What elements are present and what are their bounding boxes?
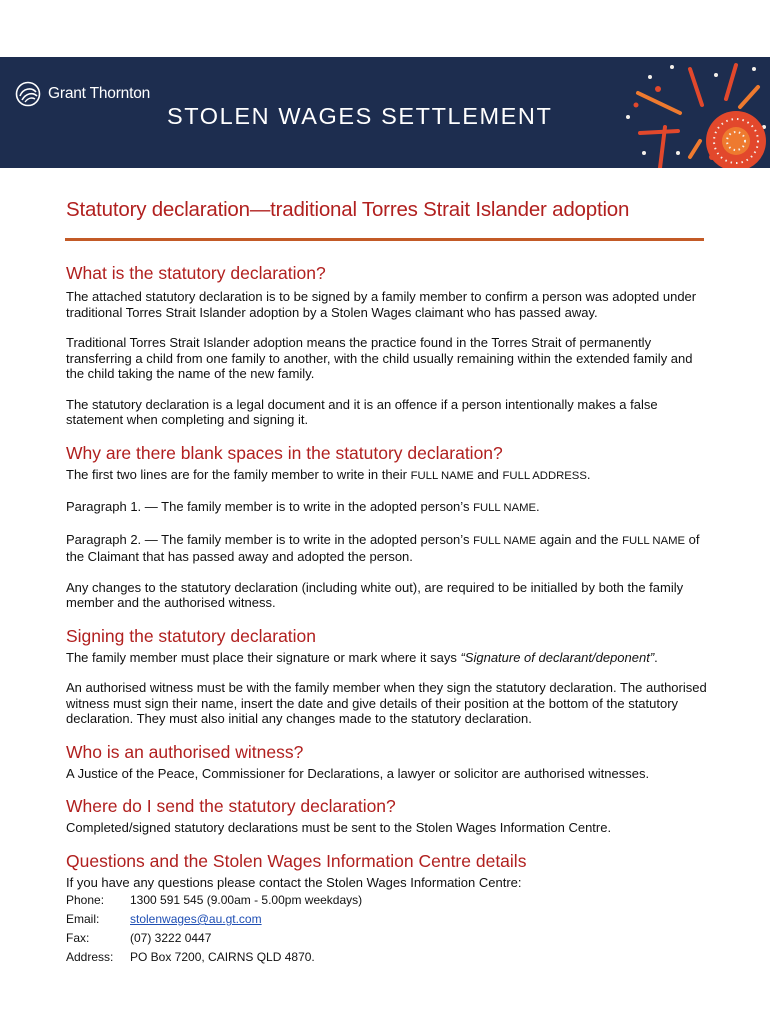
- banner-title: STOLEN WAGES SETTLEMENT: [167, 103, 553, 129]
- phone-label: Phone:: [66, 893, 105, 907]
- address-label: Address:: [66, 950, 114, 964]
- paragraph: The family member must place their signature or mark where it says “Signature of declarant/deponent”.: [66, 649, 658, 665]
- email-label: Email:: [66, 912, 100, 926]
- section-heading: Where do I send the statutory declaration?: [66, 796, 396, 816]
- address-value: PO Box 7200, CAIRNS QLD 4870.: [130, 950, 315, 964]
- grant-thornton-swirl-icon: [14, 81, 42, 107]
- logo-text: Grant Thornton: [48, 85, 151, 102]
- title-divider: [65, 238, 704, 241]
- section-what-is-declaration: [66, 262, 711, 428]
- paragraph: An authorised witness must be with the family member when they sign the statutory declaration. The authorised witness must sign their name, insert the date and give details of their position at the bottom of the statutory declaration. They must also initial any changes made to the statutory declaration.: [66, 680, 707, 726]
- section-authorised-witness: [66, 741, 711, 782]
- section-blank-spaces: [66, 442, 711, 611]
- paragraph: Completed/signed statutory declarations must be sent to the Stolen Wages Information Centre.: [66, 820, 612, 835]
- section-signing: [66, 625, 711, 727]
- section-questions-contact: [66, 850, 711, 968]
- phone-value: 1300 591 545 (9.00am - 5.00pm weekdays): [130, 893, 363, 907]
- paragraph: Any changes to the statutory declaration (including white out), are required to be initialled by both the family member and the authorised witness.: [66, 579, 684, 610]
- paragraph: Paragraph 2. — The family member is to write in the adopted person’s FULL NAME again and the FULL NAME of the Claimant that has passed away and adopted the person.: [66, 531, 700, 564]
- paragraph: The attached statutory declaration is to be signed by a family member to confirm a person was adopted under traditional Torres Strait Islander adoption by a Stolen Wages claimant who has passed away.: [66, 289, 697, 320]
- email-link[interactable]: stolenwages@au.gt.com: [130, 912, 262, 926]
- document-body: [66, 262, 711, 967]
- section-where-to-send: [66, 795, 711, 836]
- section-heading: What is the statutory declaration?: [66, 263, 326, 283]
- paragraph: Paragraph 1. — The family member is to write in the adopted person’s FULL NAME.: [66, 499, 540, 514]
- contact-row-email: [66, 910, 711, 929]
- section-heading: Why are there blank spaces in the statutory declaration?: [66, 442, 503, 463]
- contact-details: [66, 891, 711, 967]
- header-banner: [0, 57, 770, 168]
- paragraph: The statutory declaration is a legal document and it is an offence if a person intentionally makes a false statement when completing and signing it.: [66, 396, 658, 427]
- document-title: Statutory declaration—traditional Torres Strait Islander adoption: [66, 198, 630, 221]
- section-heading: Questions and the Stolen Wages Information Centre details: [66, 850, 527, 871]
- paragraph: Traditional Torres Strait Islander adoption means the practice found in the Torres Strait of permanently transferring a child from one family to another, with the child usually remaining within the extended family and the child taking the name of the new family.: [66, 335, 693, 381]
- grant-thornton-logo: [14, 81, 150, 107]
- fax-value: (07) 3222 0447: [130, 931, 212, 945]
- paragraph: If you have any questions please contact the Stolen Wages Information Centre:: [66, 874, 522, 890]
- section-heading: Who is an authorised witness?: [66, 741, 304, 762]
- fax-label: Fax:: [66, 931, 90, 945]
- contact-row-phone: [66, 891, 711, 910]
- indigenous-dot-art-graphic: [540, 57, 770, 168]
- section-heading: Signing the statutory declaration: [66, 625, 317, 646]
- contact-row-address: [66, 948, 711, 967]
- contact-row-fax: [66, 929, 711, 948]
- paragraph: A Justice of the Peace, Commissioner for Declarations, a lawyer or solicitor are authorised witnesses.: [66, 765, 650, 781]
- paragraph: The first two lines are for the family member to write in their FULL NAME and FULL ADDRESS.: [66, 466, 591, 482]
